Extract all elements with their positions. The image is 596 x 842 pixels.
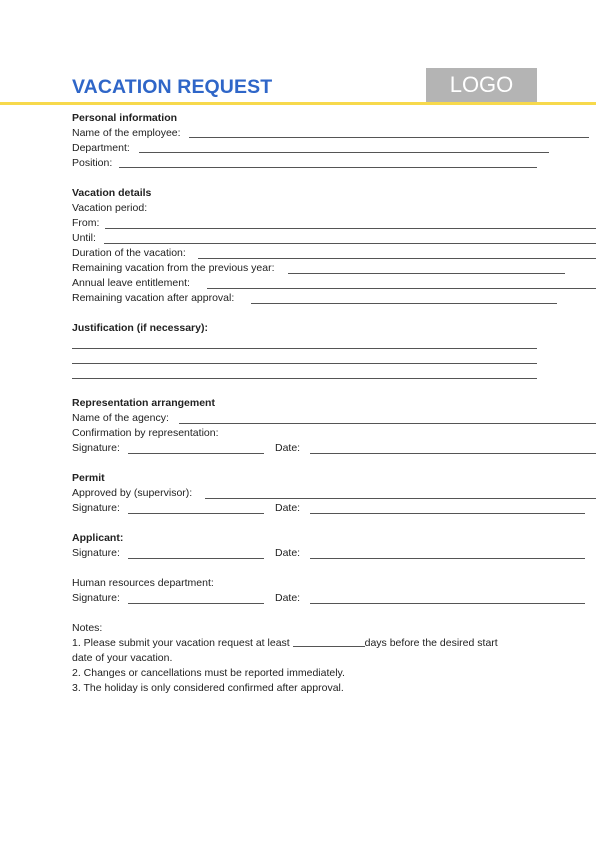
logo-placeholder: LOGO bbox=[426, 68, 537, 102]
note-2: 2. Changes or cancellations must be reported immediately. bbox=[72, 667, 345, 679]
applicant-date-label: Date: bbox=[275, 547, 301, 559]
department-label: Department: bbox=[72, 142, 130, 154]
section-heading-vacation: Vacation details bbox=[72, 187, 152, 199]
section-heading-applicant: Applicant: bbox=[72, 532, 124, 544]
employee-name-field[interactable] bbox=[189, 137, 589, 138]
until-field[interactable] bbox=[104, 243, 596, 244]
representation-date-label: Date: bbox=[275, 442, 301, 454]
until-label: Until: bbox=[72, 232, 96, 244]
hr-signature-label: Signature: bbox=[72, 592, 120, 604]
duration-field[interactable] bbox=[198, 258, 596, 259]
note-1-continuation: date of your vacation. bbox=[72, 652, 173, 664]
note-1 bbox=[72, 636, 498, 650]
agency-label: Name of the agency: bbox=[72, 412, 169, 424]
permit-signature-label: Signature: bbox=[72, 502, 120, 514]
section-heading-representation: Representation arrangement bbox=[72, 397, 215, 409]
note-3: 3. The holiday is only considered confirmed after approval. bbox=[72, 682, 344, 694]
from-field[interactable] bbox=[105, 228, 596, 229]
remaining-after-field[interactable] bbox=[251, 303, 557, 304]
position-field[interactable] bbox=[119, 167, 537, 168]
section-heading-permit: Permit bbox=[72, 472, 105, 484]
agency-field[interactable] bbox=[179, 423, 596, 424]
applicant-signature-label: Signature: bbox=[72, 547, 120, 559]
section-heading-personal: Personal information bbox=[72, 112, 178, 124]
remaining-after-label: Remaining vacation after approval: bbox=[72, 292, 235, 304]
header-divider bbox=[0, 102, 596, 105]
permit-signature-field[interactable] bbox=[128, 513, 264, 514]
hr-heading: Human resources department: bbox=[72, 577, 214, 589]
remaining-previous-label: Remaining vacation from the previous year: bbox=[72, 262, 275, 274]
note-1-text-after: days before the desired start bbox=[364, 637, 498, 649]
position-label: Position: bbox=[72, 157, 113, 169]
note-1-text-before: 1. Please submit your vacation request at least bbox=[72, 637, 293, 649]
applicant-signature-field[interactable] bbox=[128, 558, 264, 559]
hr-date-field[interactable] bbox=[310, 603, 585, 604]
justification-line-3[interactable] bbox=[72, 378, 537, 379]
notes-heading: Notes: bbox=[72, 622, 103, 634]
employee-name-label: Name of the employee: bbox=[72, 127, 181, 139]
annual-leave-label: Annual leave entitlement: bbox=[72, 277, 190, 289]
hr-date-label: Date: bbox=[275, 592, 301, 604]
confirmation-label: Confirmation by representation: bbox=[72, 427, 219, 439]
permit-date-label: Date: bbox=[275, 502, 301, 514]
remaining-previous-field[interactable] bbox=[288, 273, 565, 274]
representation-date-field[interactable] bbox=[310, 453, 596, 454]
approved-by-label: Approved by (supervisor): bbox=[72, 487, 193, 499]
section-heading-justification: Justification (if necessary): bbox=[72, 322, 208, 334]
justification-line-1[interactable] bbox=[72, 348, 537, 349]
duration-label: Duration of the vacation: bbox=[72, 247, 186, 259]
approved-by-field[interactable] bbox=[205, 498, 596, 499]
vacation-period-label: Vacation period: bbox=[72, 202, 148, 214]
permit-date-field[interactable] bbox=[310, 513, 585, 514]
applicant-date-field[interactable] bbox=[310, 558, 585, 559]
justification-line-2[interactable] bbox=[72, 363, 537, 364]
representation-signature-label: Signature: bbox=[72, 442, 120, 454]
department-field[interactable] bbox=[139, 152, 549, 153]
page-title: VACATION REQUEST bbox=[72, 76, 273, 98]
hr-signature-field[interactable] bbox=[128, 603, 264, 604]
annual-leave-field[interactable] bbox=[207, 288, 596, 289]
from-label: From: bbox=[72, 217, 100, 229]
notice-days-field[interactable] bbox=[293, 636, 365, 647]
representation-signature-field[interactable] bbox=[128, 453, 264, 454]
